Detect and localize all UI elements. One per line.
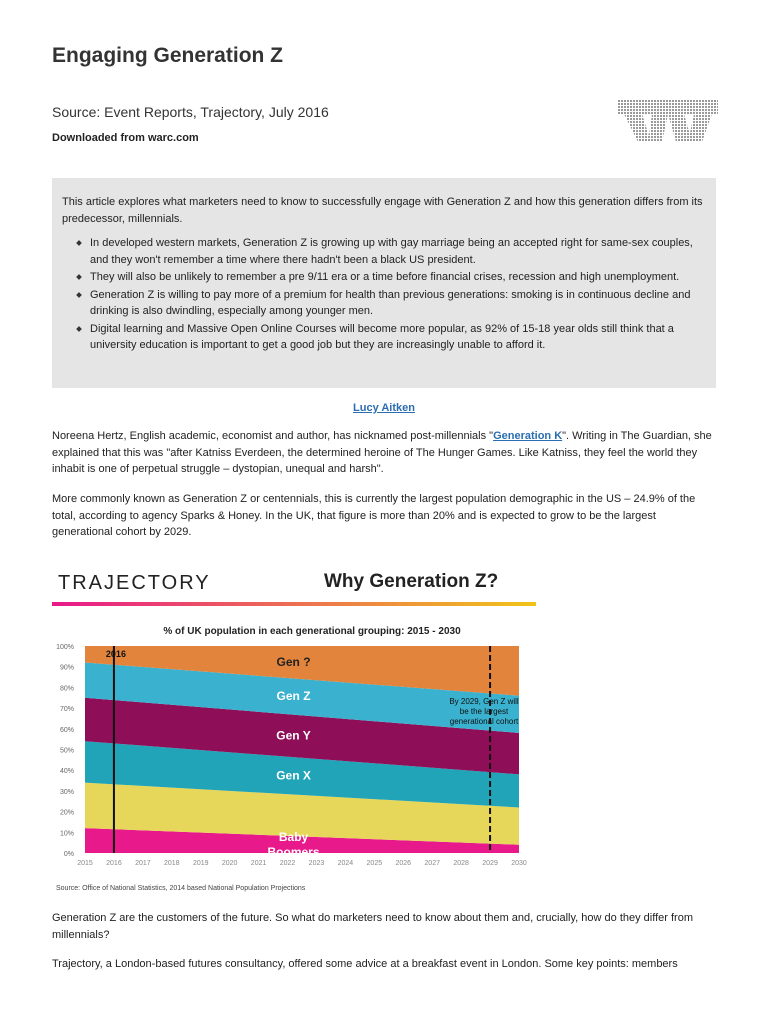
trajectory-brand: TRAJECTORY bbox=[58, 572, 211, 594]
y-tick-label: 60% bbox=[59, 726, 74, 734]
source-line: Source: Event Reports, Trajectory, July 2016 bbox=[52, 104, 329, 120]
page-title: Engaging Generation Z bbox=[52, 44, 284, 67]
band-label: Baby bbox=[278, 829, 309, 844]
y-tick-label: 50% bbox=[59, 747, 74, 755]
warc-logo bbox=[618, 100, 718, 142]
author-byline bbox=[0, 402, 768, 414]
y-tick-label: 0% bbox=[63, 851, 74, 858]
body-paragraph-4: Trajectory, a London-based futures consultancy, offered some advice at a breakfast event in London. Some key points: members bbox=[52, 958, 678, 970]
summary-intro: This article explores what marketers need to know to successfully engage with Generation Z and how this generation differs from its predecessor, millennials. bbox=[62, 196, 703, 225]
chart-footnote: Source: Office of National Statistics, 2014 based National Population Projections bbox=[56, 885, 306, 892]
x-tick-label: 2027 bbox=[424, 860, 440, 867]
annotation-line: generational cohort bbox=[449, 717, 519, 726]
body-paragraph-2: More commonly known as Generation Z or centennials, this is currently the largest population demographic in the US – 24.9% of the total, according to agency Sparks & Honey. In the UK, that figure is more than 20% and is expected to grow to be the largest generational cohort by 2029. bbox=[52, 493, 696, 538]
chart-image bbox=[52, 558, 542, 898]
x-tick-label: 2019 bbox=[192, 860, 209, 867]
summary-bullet: They will also be unlikely to remember a pre 9/11 era or a time before financial crises, recession and high unemployment. bbox=[90, 269, 706, 286]
x-tick-label: 2030 bbox=[511, 860, 527, 867]
x-tick-label: 2025 bbox=[366, 860, 383, 867]
x-tick-label: 2026 bbox=[395, 860, 412, 867]
x-tick-label: 2029 bbox=[482, 860, 498, 867]
y-tick-label: 70% bbox=[59, 706, 74, 714]
x-tick-label: 2020 bbox=[221, 860, 238, 867]
y-tick-label: 100% bbox=[56, 644, 74, 651]
y-tick-label: 20% bbox=[59, 809, 74, 817]
x-tick-label: 2023 bbox=[308, 860, 325, 867]
y-tick-label: 30% bbox=[59, 788, 74, 796]
x-tick-label: 2024 bbox=[337, 860, 354, 867]
body-paragraph-1: Noreena Hertz, English academic, economist and author, has nicknamed post-millennials "Generation K". Writing in The Guardian, she explained that this was "after Katniss Everdeen, the determined heroine of The Hunger Games. Like Katniss, they feel the world they inhabit is one of perpetual struggle – dystopian, unequal and harsh". bbox=[52, 430, 712, 475]
band-label: Gen Z bbox=[276, 689, 311, 704]
band-label: Gen X bbox=[276, 768, 311, 783]
summary-bullet: Generation Z is willing to pay more of a premium for health than previous generations: smoking is in continuous decline and drinking is also dwindling, especially among younger men. bbox=[90, 287, 706, 320]
generation-k-link[interactable]: Generation K bbox=[493, 430, 563, 442]
x-tick-label: 2017 bbox=[135, 860, 151, 867]
x-tick-label: 2022 bbox=[279, 860, 296, 867]
summary-bullet: In developed western markets, Generation Z is growing up with gay marriage being an accepted right for same-sex couples, and they won't remember a time where there hadn't been a black US president. bbox=[90, 235, 706, 268]
annotation-line: be the largest bbox=[459, 707, 509, 716]
chart-headline: Why Generation Z? bbox=[324, 571, 499, 592]
marker-label: 2016 bbox=[105, 649, 126, 659]
annotation-line: By 2029, Gen Z will bbox=[449, 697, 519, 706]
band-label: Gen Y bbox=[276, 728, 311, 743]
x-tick-label: 2016 bbox=[106, 860, 122, 867]
x-tick-label: 2018 bbox=[164, 860, 180, 867]
y-tick-label: 40% bbox=[59, 768, 74, 776]
summary-bullets bbox=[62, 235, 706, 354]
x-tick-label: 2021 bbox=[250, 860, 267, 867]
band-label: Boomers bbox=[267, 844, 320, 859]
y-tick-label: 80% bbox=[59, 685, 74, 693]
y-tick-label: 90% bbox=[59, 664, 74, 672]
band-label: Gen ? bbox=[276, 655, 311, 670]
body-paragraph-3: Generation Z are the customers of the future. So what do marketers need to know about them and, crucially, how do they differ from millennials? bbox=[52, 912, 693, 941]
chart-title: % of UK population in each generational grouping: 2015 - 2030 bbox=[163, 626, 461, 637]
summary-box bbox=[52, 178, 716, 388]
author-link[interactable]: Lucy Aitken bbox=[353, 402, 415, 414]
downloaded-from: Downloaded from warc.com bbox=[52, 132, 199, 144]
summary-bullet: Digital learning and Massive Open Online Courses will become more popular, as 92% of 15-18 year olds still think that a university education is important to get a good job but they are increasingly unable to afford it. bbox=[90, 321, 706, 354]
generation-chart bbox=[52, 558, 542, 898]
x-tick-label: 2015 bbox=[77, 860, 93, 867]
x-tick-label: 2028 bbox=[453, 860, 469, 867]
header-rule bbox=[52, 602, 536, 606]
y-tick-label: 10% bbox=[59, 830, 74, 838]
